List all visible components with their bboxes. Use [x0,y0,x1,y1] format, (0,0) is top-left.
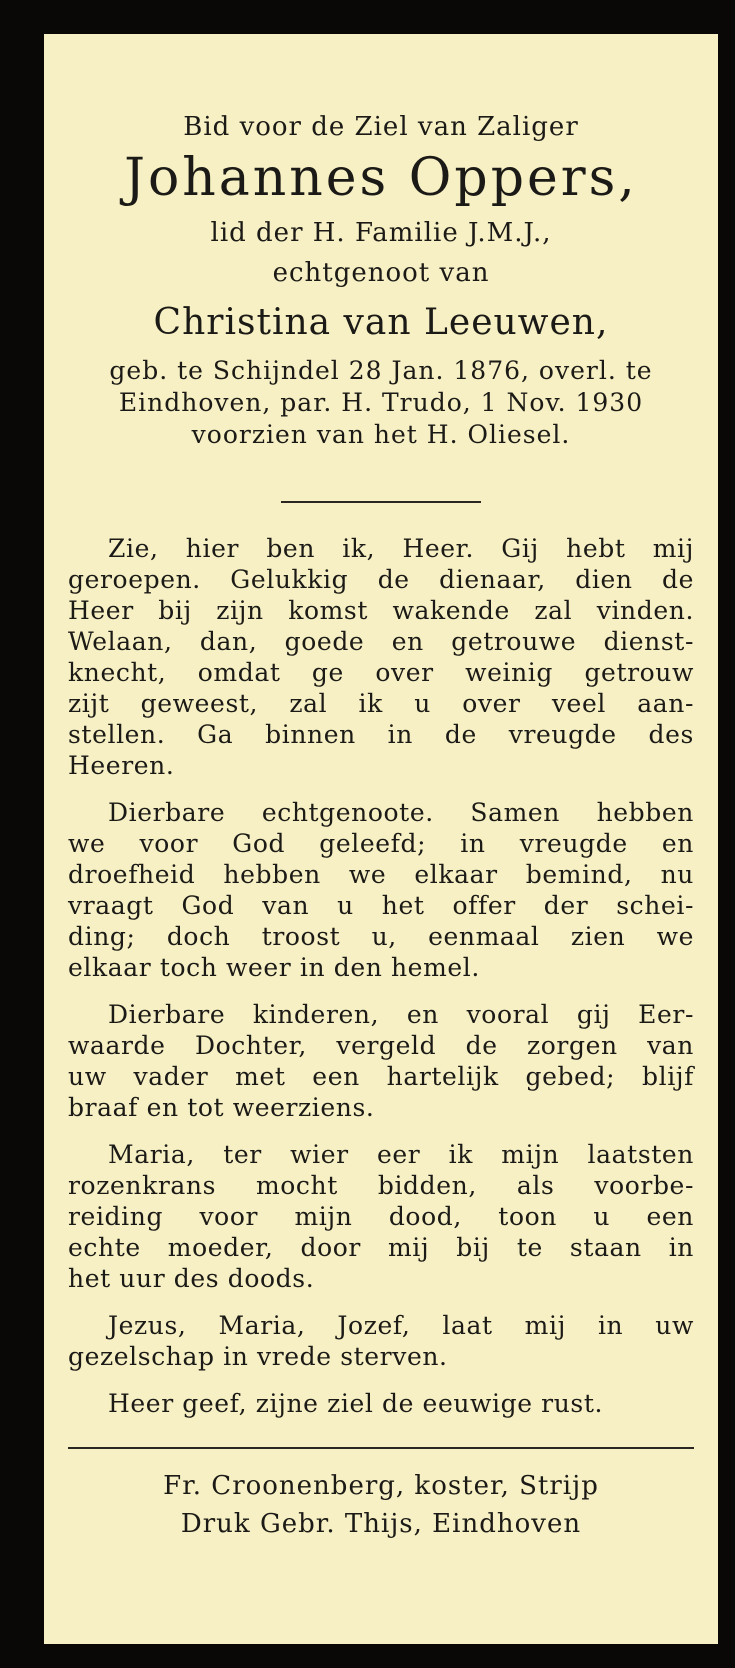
text-line: reiding voor mijn dood, toon u een [68,1202,694,1231]
prayer-paragraph [68,1310,694,1372]
text-line: het uur des doods. [68,1264,315,1293]
text-line: we voor God geleefd; in vreugde en [68,829,694,858]
text-line: Maria, ter wier eer ik mijn laatsten [108,1140,694,1169]
printer-line: Druk Gebr. Thijs, Eindhoven [180,1509,582,1539]
text-line: ding; doch troost u, eenmaal zien we [68,922,694,951]
card-intro: Bid voor de Ziel van Zaliger [183,112,579,142]
prayer-card [44,34,718,1644]
dates-line: geb. te Schijndel 28 Jan. 1876, overl. te [109,356,653,385]
text-line: uw vader met een hartelijk gebed; blijf [68,1062,694,1091]
text-line: Dierbare echtgenoote. Samen hebben [108,798,694,827]
text-line: zijt geweest, zal ik u over veel aan- [68,689,694,718]
text-line: gezelschap in vrede sterven. [68,1342,448,1371]
text-line: rozenkrans mocht bidden, als voorbe- [68,1171,694,1200]
dates-line: voorzien van het H. Oliesel. [191,420,571,449]
text-line: Heer geef, zijne ziel de eeuwige rust. [108,1389,604,1418]
deceased-name: Johannes Oppers, [124,148,638,208]
prayer-paragraph [68,797,694,983]
text-line: Welaan, dan, goede en getrouwe dienst- [68,627,694,656]
text-line: Heer bij zijn komst wakende zal vinden. [68,596,694,625]
text-line: droefheid hebben we elkaar bemind, nu [68,860,694,889]
divider [281,501,481,503]
text-line: stellen. Ga binnen in de vreugde des [68,720,694,749]
divider [68,1447,694,1449]
text-line: Zie, hier ben ik, Heer. Gij hebt mij [108,534,694,563]
text-line: elkaar toch weer in den hemel. [68,953,480,982]
text-line: braaf en tot weerziens. [68,1093,375,1122]
prayer-paragraph [68,1388,694,1419]
prayer-paragraph [68,999,694,1123]
birth-death-details [68,355,694,451]
text-line: Heeren. [68,751,175,780]
text-line: vraagt God van u het offer der schei- [68,891,694,920]
sacristan-line: Fr. Croonenberg, koster, Strijp [163,1471,599,1501]
spouse-prefix: echtgenoot van [272,258,490,288]
text-line: Dierbare kinderen, en vooral gij Eer- [108,1000,694,1029]
membership-line: lid der H. Familie J.M.J., [210,218,552,248]
spouse-name: Christina van Leeuwen, [153,302,609,343]
text-line: knecht, omdat ge over weinig getrouw [68,658,694,687]
text-line: waarde Dochter, vergeld de zorgen van [68,1031,694,1060]
prayer-paragraph [68,533,694,781]
text-line: echte moeder, door mij bij te staan in [68,1233,694,1262]
prayer-paragraph [68,1139,694,1294]
dates-line: Eindhoven, par. H. Trudo, 1 Nov. 1930 [118,388,644,417]
card-footer [68,1467,694,1543]
text-line: geroepen. Gelukkig de dienaar, dien de [68,565,694,594]
text-line: Jezus, Maria, Jozef, laat mij in uw [108,1311,694,1340]
